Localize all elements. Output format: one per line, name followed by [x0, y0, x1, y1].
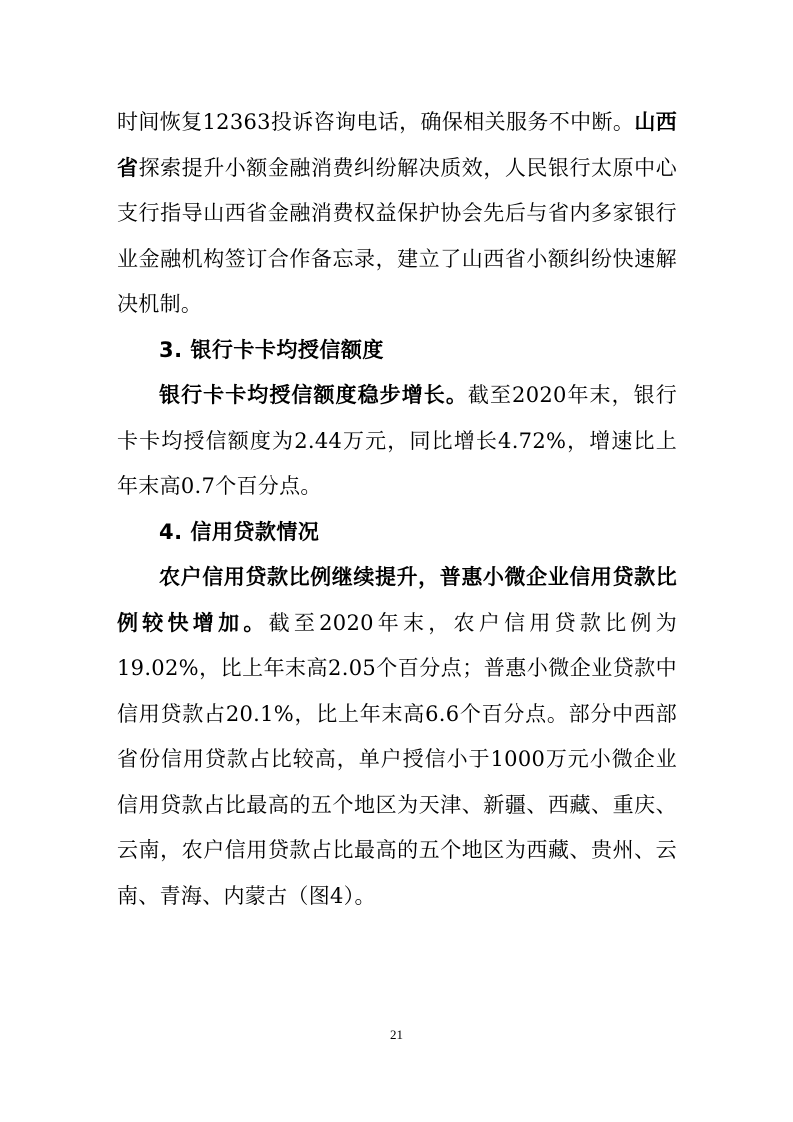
paragraph-credit-loans [117, 555, 677, 919]
page-number: 21 [390, 1027, 403, 1042]
paragraph-shanxi [117, 100, 677, 328]
region-name-bold: 山西省 [117, 110, 677, 180]
section-heading-credit-loans: 4. 信用贷款情况 [159, 519, 320, 544]
paragraph-lead-bold: 农户信用贷款比例继续提升，普惠小微企业信用贷款比例较快增加。 [117, 565, 677, 635]
document-body [117, 100, 677, 919]
paragraph-text: 探索提升小额金融消费纠纷解决质效，人民银行太原中心支行指导山西省金融消费权益保护协会先后与省内多家银行业金融机构签订合作备忘录，建立了山西省小额纠纷快速解决机制。 [117, 155, 677, 316]
paragraph-text: 时间恢复12363投诉咨询电话，确保相关服务不中断。 [117, 110, 635, 134]
paragraph-card-credit [117, 373, 677, 510]
section-heading-card-credit: 3. 银行卡卡均授信额度 [159, 337, 384, 362]
paragraph-text: 截至2020年末，银行卡卡均授信额度为2.44万元，同比增长4.72%，增速比上年末高0.7个百分点。 [117, 383, 677, 498]
paragraph-lead-bold: 银行卡卡均授信额度稳步增长。 [159, 383, 468, 407]
paragraph-text: 截至2020年末，农户信用贷款比例为19.02%，比上年末高2.05个百分点；普惠小微企业贷款中信用贷款占20.1%，比上年末高6.6个百分点。部分中西部省份信用贷款占比较高，单户授信小于1000万元小微企业信用贷款占比最高的五个地区为天津、新疆、西藏、重庆、云南，农户信用贷款占比最高的五个地区为西藏、贵州、云南、青海、内蒙古（图4）。 [117, 610, 677, 908]
